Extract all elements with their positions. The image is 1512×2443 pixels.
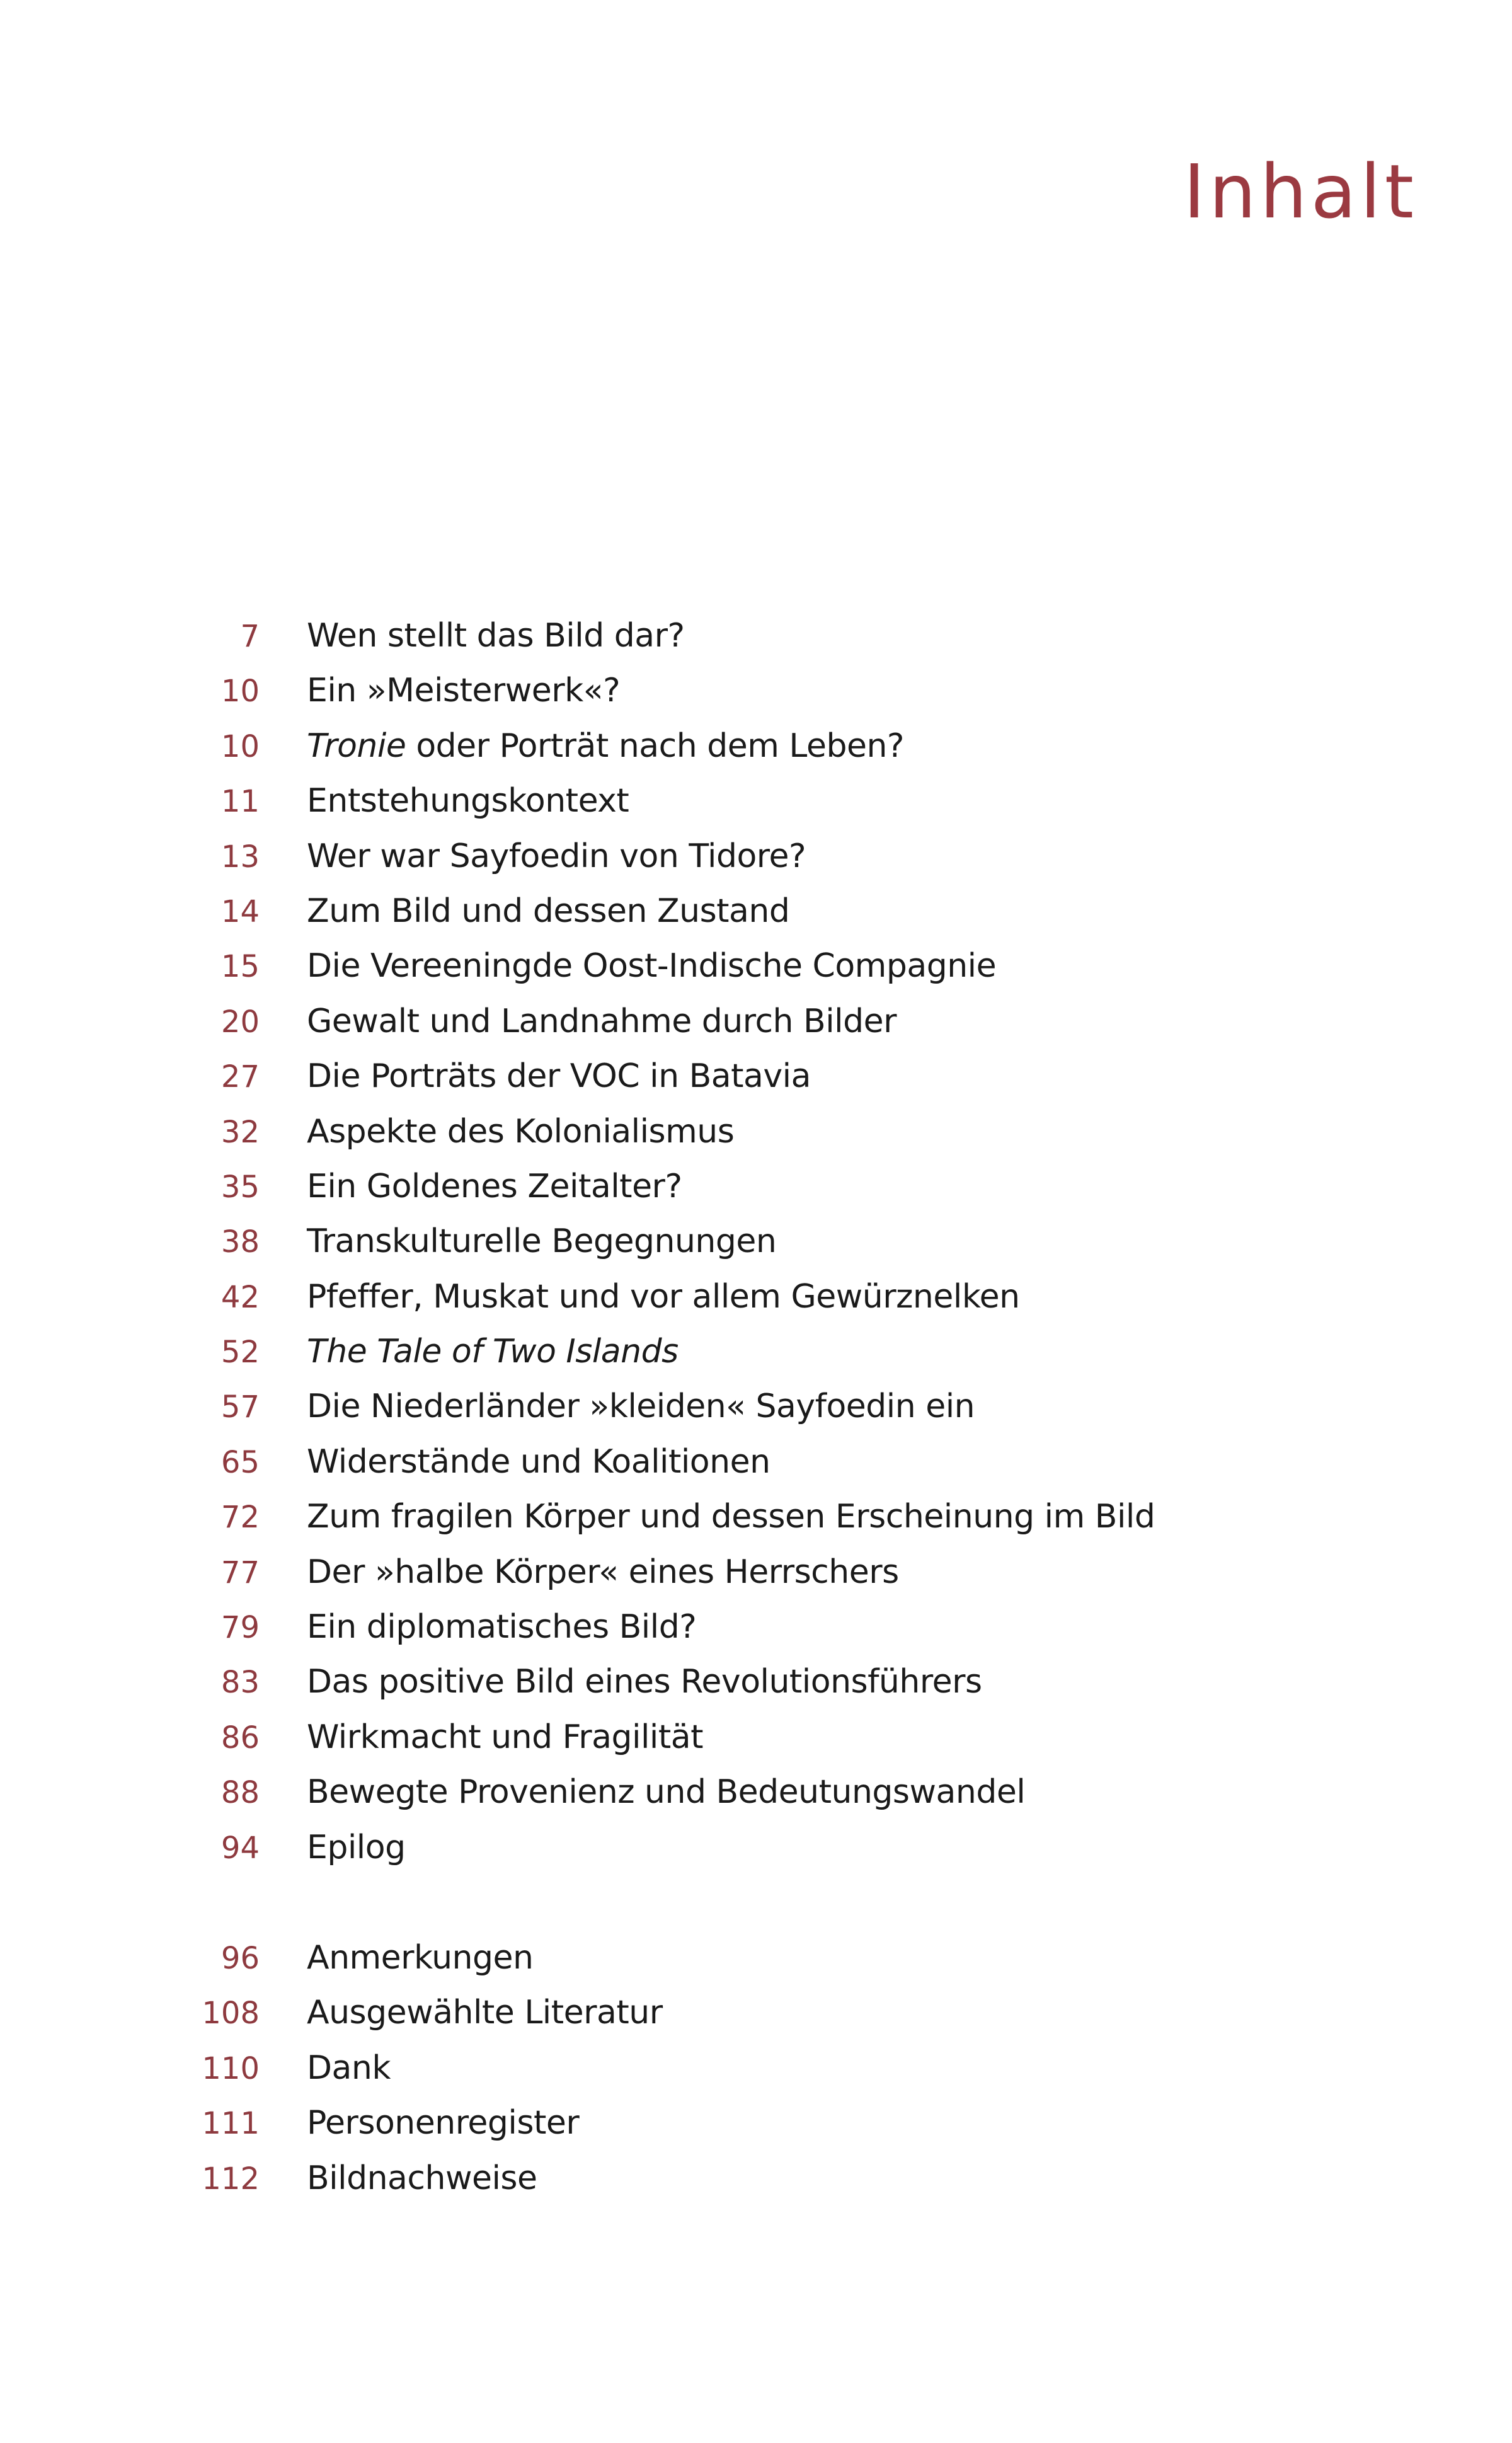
- page-number: 15: [220, 949, 260, 985]
- page-number: 38: [220, 1224, 260, 1260]
- entry-title: [307, 1325, 679, 1379]
- page-number: 86: [220, 1720, 260, 1756]
- entry-title: [307, 1765, 1025, 1820]
- entry-title-text: Pfeffer, Muskat und vor allem Gewürznelken: [307, 1277, 1020, 1316]
- entry-title-text: Ausgewählte Literatur: [307, 1994, 663, 2032]
- toc-entry: [0, 774, 1512, 829]
- page-number: 83: [220, 1665, 260, 1701]
- page-number: 110: [202, 2050, 260, 2086]
- entry-title-text: Wen stellt das Bild dar?: [307, 617, 685, 655]
- toc-entry: [0, 829, 1512, 884]
- entry-title-text: Personenregister: [307, 2104, 580, 2142]
- entry-title-text: Bildnachweise: [307, 2159, 537, 2197]
- page-number: 20: [220, 1004, 260, 1040]
- page-number: 111: [202, 2106, 260, 2142]
- entry-title-text: Zum fragilen Körper und dessen Erscheinung im Bild: [307, 1498, 1155, 1536]
- entry-title-text: Die Niederländer »kleiden« Sayfoedin ein: [307, 1388, 975, 1426]
- entry-title: [307, 1159, 682, 1214]
- page-number: 27: [220, 1059, 260, 1095]
- entry-title: [307, 1435, 770, 1490]
- toc-entry: [0, 1545, 1512, 1600]
- entry-title-text: Dank: [307, 2049, 391, 2087]
- toc-entry: [0, 1049, 1512, 1104]
- toc-entry: [0, 1600, 1512, 1655]
- entry-title-italic: The Tale of Two Islands: [307, 1333, 679, 1371]
- entry-title: [307, 1545, 899, 1600]
- entry-title-text: Anmerkungen: [307, 1939, 534, 1977]
- entry-title-text: Widerstände und Koalitionen: [307, 1442, 770, 1481]
- toc-entry: [0, 994, 1512, 1049]
- toc-entry: [0, 1710, 1512, 1765]
- toc-entry: [0, 664, 1512, 718]
- entry-title: [307, 829, 806, 884]
- entry-title: [307, 1986, 663, 2040]
- toc-entry: [0, 2151, 1512, 2206]
- toc-entry: [0, 2041, 1512, 2096]
- toc-entry: [0, 1270, 1512, 1325]
- page-number: 52: [220, 1335, 260, 1371]
- entry-title-text: Ein diplomatisches Bild?: [307, 1608, 697, 1647]
- entry-title: [307, 664, 620, 718]
- entry-title: [307, 1600, 696, 1655]
- page-number: 88: [220, 1775, 260, 1811]
- page-number: 13: [220, 839, 260, 875]
- entry-title: [307, 1490, 1155, 1544]
- entry-title-text: Der »halbe Körper« eines Herrschers: [307, 1553, 899, 1591]
- entry-title: [307, 939, 996, 994]
- toc-entry: [0, 2096, 1512, 2151]
- page-number: 32: [220, 1114, 260, 1150]
- toc-entry: [0, 1986, 1512, 2040]
- page-title: Inhalt: [1183, 148, 1418, 235]
- entry-title: [307, 1270, 1020, 1325]
- toc-entry: [0, 939, 1512, 994]
- entry-title-text: Die Porträts der VOC in Batavia: [307, 1057, 811, 1096]
- entry-title-text: Transkulturelle Begegnungen: [307, 1222, 777, 1261]
- toc-entry: [0, 1379, 1512, 1434]
- entry-title-text: Die Vereeningde Oost-Indische Compagnie: [307, 947, 997, 986]
- page-number: 96: [220, 1941, 260, 1976]
- toc-entry: [0, 1435, 1512, 1490]
- page-number: 57: [220, 1389, 260, 1425]
- page-number: 72: [220, 1500, 260, 1536]
- entry-title: [307, 1049, 811, 1104]
- entry-title-text: Ein Goldenes Zeitalter?: [307, 1167, 682, 1205]
- entry-title: [307, 1820, 406, 1875]
- page-number: 35: [220, 1169, 260, 1205]
- entry-title-text: oder Porträt nach dem Leben?: [406, 727, 905, 765]
- toc-entry: [0, 1655, 1512, 1710]
- entry-title: [307, 2096, 579, 2151]
- entry-title-text: Gewalt und Landnahme durch Bilder: [307, 1002, 896, 1040]
- toc-main-list: [0, 609, 1512, 1875]
- entry-title-text: Zum Bild und dessen Zustand: [307, 892, 790, 930]
- entry-title: [307, 1105, 734, 1159]
- page-number: 10: [220, 728, 260, 764]
- entry-title: [307, 774, 629, 829]
- page-number: 14: [220, 894, 260, 929]
- entry-title-text: Das positive Bild eines Revolutionsführers: [307, 1663, 982, 1701]
- toc-entry: [0, 884, 1512, 939]
- entry-title: [307, 1655, 982, 1710]
- entry-title-italic: Tronie: [307, 727, 406, 765]
- page-number: 79: [220, 1610, 260, 1646]
- toc-entry: [0, 1214, 1512, 1269]
- entry-title: [307, 1379, 975, 1434]
- entry-title-text: Ein »Meisterwerk«?: [307, 672, 621, 710]
- toc-entry: [0, 1159, 1512, 1214]
- entry-title: [307, 2151, 537, 2206]
- toc-entry: [0, 1820, 1512, 1875]
- page-number: 108: [202, 1996, 260, 2032]
- entry-title-text: Bewegte Provenienz und Bedeutungswandel: [307, 1773, 1026, 1812]
- entry-title: [307, 994, 896, 1049]
- entry-title-text: Aspekte des Kolonialismus: [307, 1112, 735, 1151]
- entry-title-text: Epilog: [307, 1828, 406, 1866]
- page-number: 112: [202, 2161, 260, 2197]
- entry-title: [307, 1931, 533, 1986]
- page-number: 10: [220, 674, 260, 710]
- entry-title: [307, 1710, 703, 1765]
- toc-entry: [0, 1325, 1512, 1379]
- toc-entry: [0, 719, 1512, 774]
- toc-entry: [0, 1931, 1512, 1986]
- page-number: 65: [220, 1444, 260, 1480]
- toc-entry: [0, 1105, 1512, 1159]
- page-number: 7: [240, 619, 260, 654]
- entry-title-text: Wer war Sayfoedin von Tidore?: [307, 837, 806, 875]
- page-number: 42: [220, 1279, 260, 1315]
- entry-title-text: Entstehungskontext: [307, 782, 629, 820]
- entry-title: [307, 719, 904, 774]
- entry-title: [307, 609, 685, 664]
- entry-title: [307, 884, 789, 939]
- page-number: 94: [220, 1830, 260, 1866]
- toc-entry: [0, 609, 1512, 664]
- page-number: 11: [220, 784, 260, 820]
- toc-entry: [0, 1765, 1512, 1820]
- entry-title-text: Wirkmacht und Fragilität: [307, 1718, 704, 1756]
- entry-title: [307, 2041, 391, 2096]
- toc-back-matter-list: [0, 1931, 1512, 2206]
- toc-entry: [0, 1490, 1512, 1544]
- page-number: 77: [220, 1555, 260, 1590]
- entry-title: [307, 1214, 776, 1269]
